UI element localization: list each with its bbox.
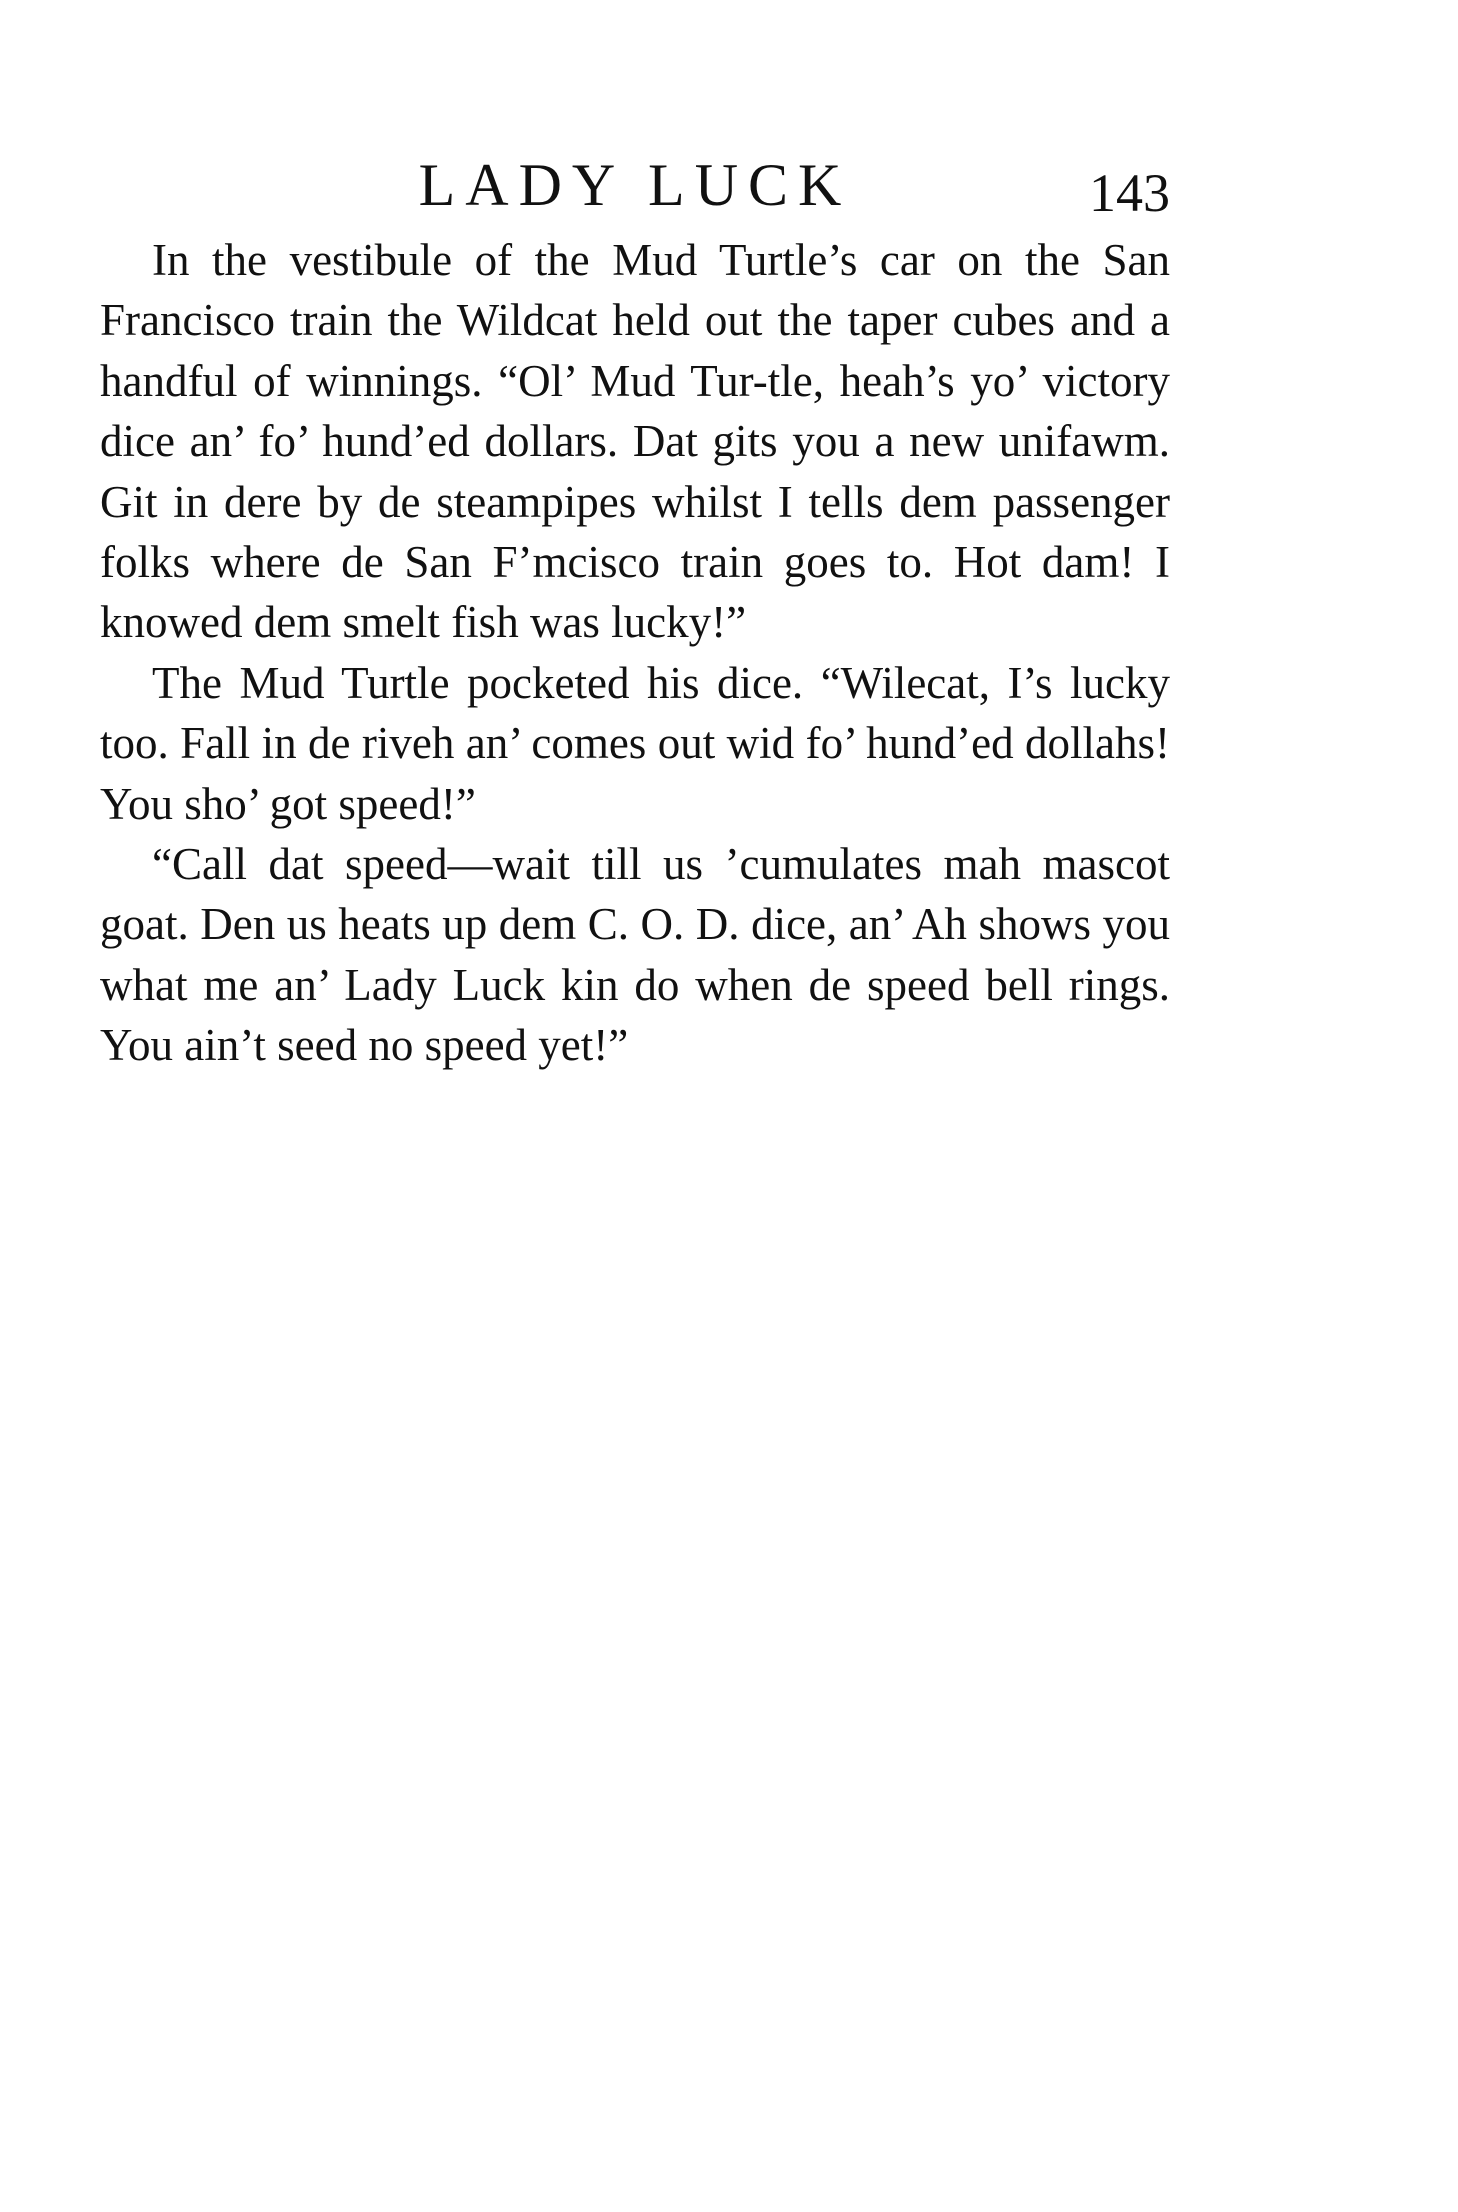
running-head bbox=[100, 150, 1170, 223]
paragraph: “Call dat speed—wait till us ’cumulates mah mascot goat. Den us heats up dem C. O. D. dice, an’ Ah shows you what me an’ Lady Luck kin do when de speed bell rings. You ain’t seed no speed yet!” bbox=[100, 839, 1170, 1071]
running-title: LADY LUCK bbox=[418, 152, 852, 218]
page-number: 143 bbox=[1089, 163, 1170, 223]
paragraph: In the vestibule of the Mud Turtle’s car on the San Francisco train the Wildcat held out the taper cubes and a handful of winnings. “Ol’ Mud Tur-tle, heah’s yo’ victory dice an’ fo’ hund’ed dollars. Dat gits you a new unifawm. Git in dere by de steampipes whilst I tells dem passenger folks where de San F’mcisco train goes to. Hot dam! I knowed dem smelt fish was lucky!” bbox=[100, 235, 1170, 648]
paragraph: The Mud Turtle pocketed his dice. “Wilecat, I’s lucky too. Fall in de riveh an’ comes out wid fo’ hund’ed dollahs! You sho’ got speed!” bbox=[100, 657, 1170, 829]
body-text bbox=[100, 230, 1170, 1076]
